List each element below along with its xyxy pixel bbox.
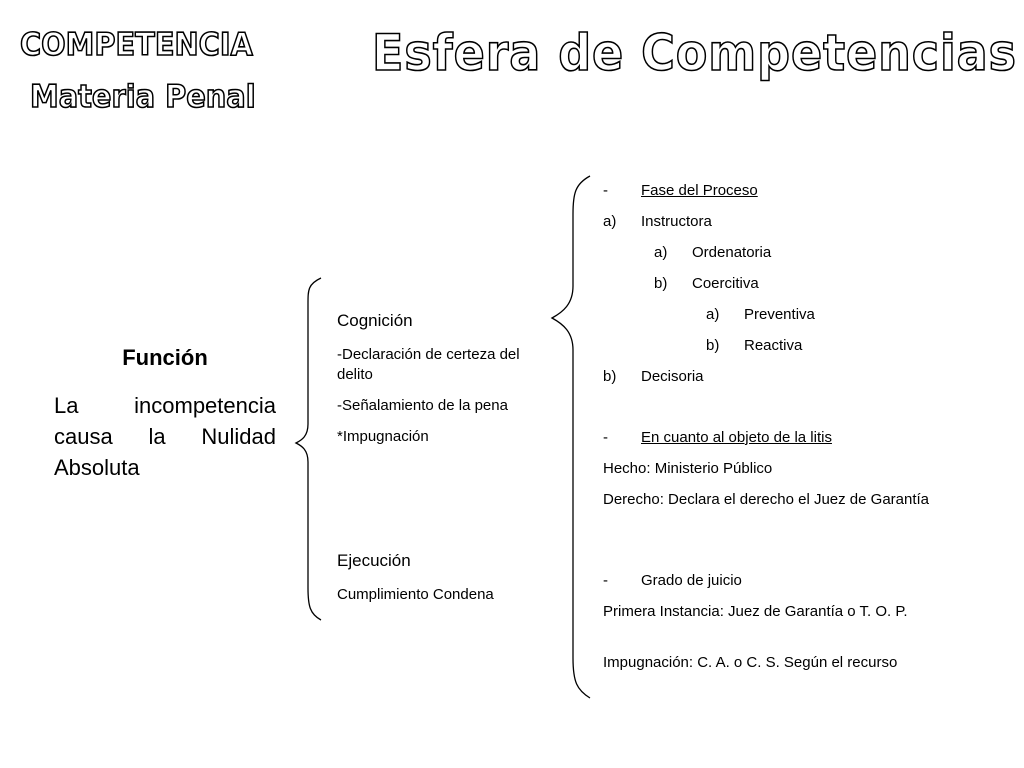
right-brace-icon (545, 174, 595, 700)
decisoria-label: Decisoria (641, 368, 704, 385)
list-marker: b) (603, 368, 617, 385)
funcion-heading: Función (122, 345, 208, 370)
fase-proceso-label: Fase del Proceso (641, 182, 758, 199)
cognicion-item-impugnacion: *Impugnación (337, 428, 429, 445)
page-title: Esfera de Competencias (372, 24, 1017, 82)
ejecucion-heading: Ejecución (337, 551, 411, 570)
funcion-body: La incompetencia causa la Nulidad Absoluta (54, 393, 276, 480)
list-marker: - (603, 182, 608, 199)
ejecucion-item-cumplimiento: Cumplimiento Condena (337, 586, 494, 603)
list-marker: - (603, 429, 608, 446)
list-marker: a) (706, 306, 720, 323)
impugnacion-line: Impugnación: C. A. o C. S. Según el recurso (603, 654, 898, 671)
coercitiva-label: Coercitiva (692, 275, 759, 292)
cognicion-heading: Cognición (337, 311, 413, 330)
primera-instancia-line: Primera Instancia: Juez de Garantía o T. O. P. (603, 603, 908, 620)
hecho-line: Hecho: Ministerio Público (603, 460, 773, 477)
list-marker: a) (654, 244, 668, 261)
list-marker: - (603, 572, 608, 589)
corner-title-materia-penal: Materia Penal (30, 79, 256, 115)
cognicion-item-senalamiento: -Señalamiento de la pena (337, 397, 508, 414)
grado-juicio-label: Grado de juicio (641, 572, 742, 589)
instructora-label: Instructora (641, 213, 712, 230)
list-marker: a) (603, 213, 617, 230)
ordenatoria-label: Ordenatoria (692, 244, 772, 261)
objeto-litis-label: En cuanto al objeto de la litis (641, 429, 832, 446)
derecho-line: Derecho: Declara el derecho el Juez de Garantía (603, 491, 930, 508)
list-marker: b) (706, 337, 720, 354)
cognicion-item-declaracion: -Declaración de certeza del delito (337, 346, 520, 383)
reactiva-label: Reactiva (744, 337, 803, 354)
corner-title-competencia: COMPETENCIA (20, 27, 253, 63)
left-brace-icon (290, 276, 330, 622)
preventiva-label: Preventiva (744, 306, 815, 323)
list-marker: b) (654, 275, 668, 292)
